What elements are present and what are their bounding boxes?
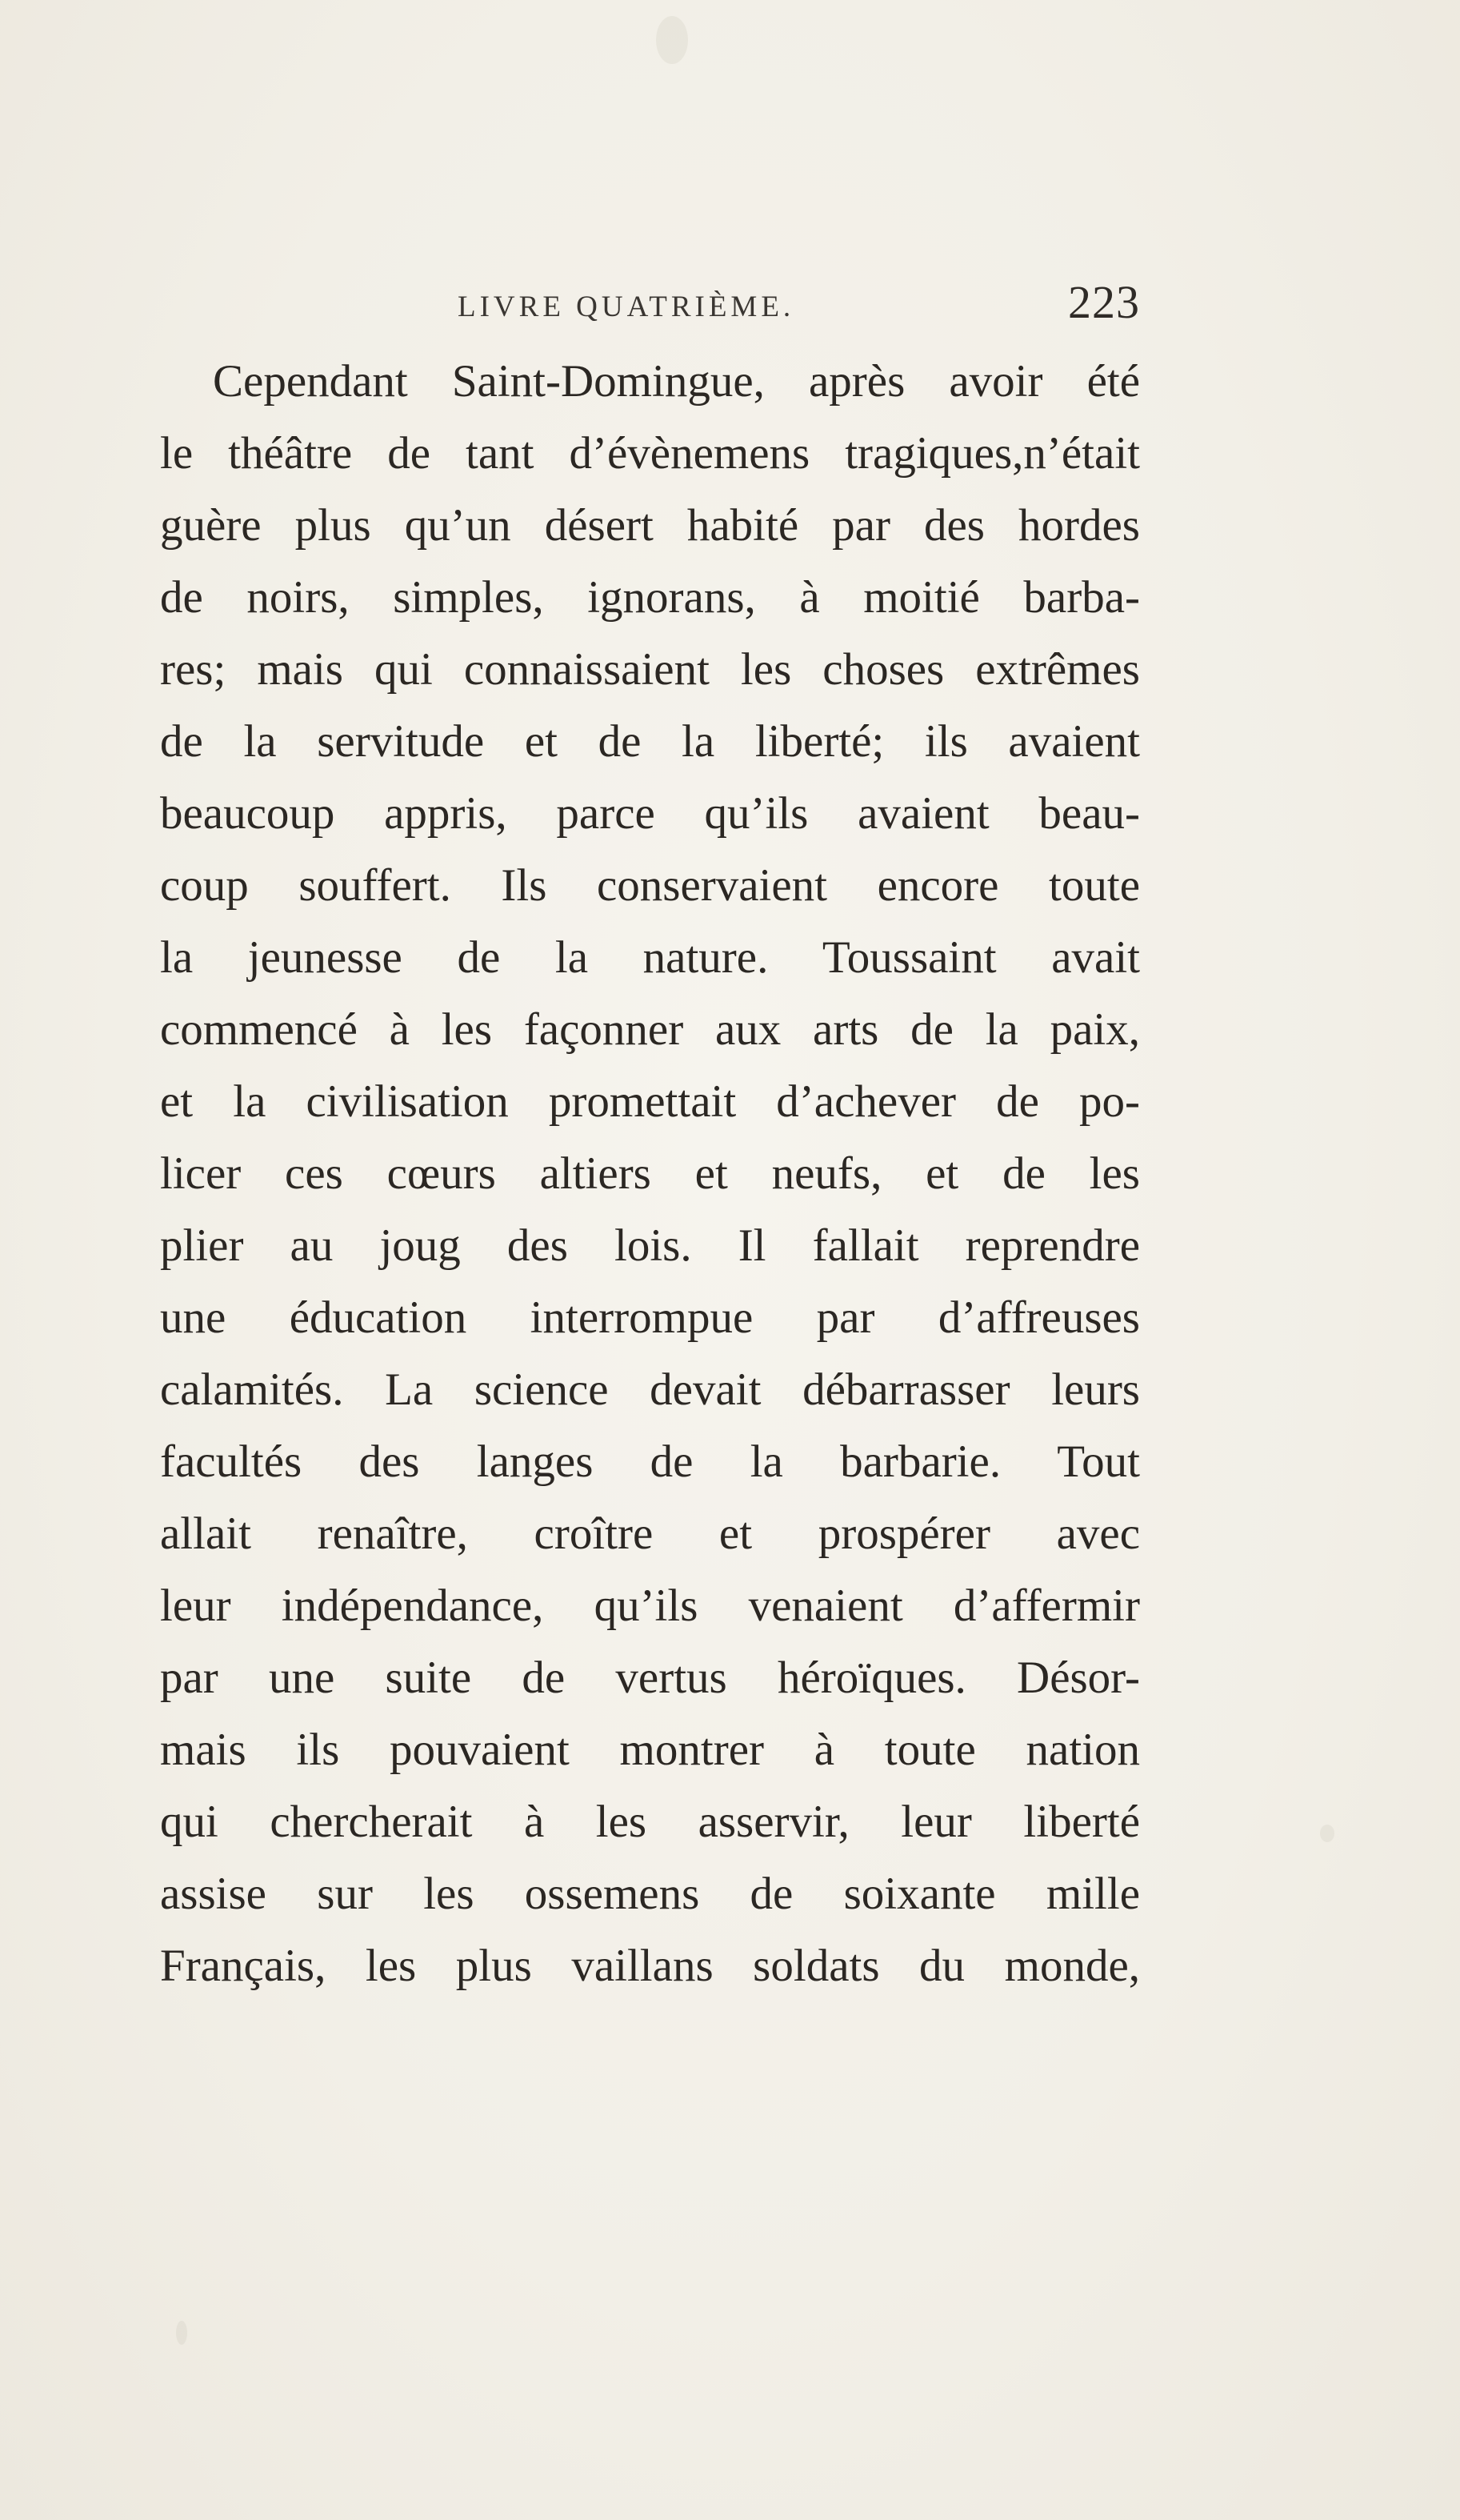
text-line: mais ils pouvaient montrer à toute nation — [160, 1725, 1140, 1775]
text-line: commencé à les façonner aux arts de la paix, — [160, 1004, 1140, 1055]
text-line: res; mais qui connaissaient les choses extrêmes — [160, 644, 1140, 695]
text-line: coup souffert. Ils conservaient encore toute — [160, 860, 1140, 911]
running-title: LIVRE QUATRIÈME. — [458, 290, 795, 323]
paper-stain — [176, 2321, 187, 2345]
text-line: Français, les plus vaillans soldats du monde, — [160, 1941, 1140, 1991]
text-line: plier au joug des lois. Il fallait reprendre — [160, 1220, 1140, 1271]
text-line: facultés des langes de la barbarie. Tout — [160, 1436, 1140, 1487]
text-line: licer ces cœurs altiers et neufs, et de les — [160, 1148, 1140, 1199]
text-line: assise sur les ossemens de soixante mille — [160, 1869, 1140, 1919]
paper-stain — [656, 16, 688, 64]
text-line: calamités. La science devait débarrasser leurs — [160, 1364, 1140, 1415]
text-line: et la civilisation promettait d’achever de po- — [160, 1076, 1140, 1127]
text-line: le théâtre de tant d’évènemens tragiques,n’était — [160, 428, 1140, 479]
text-line: beaucoup appris, parce qu’ils avaient beau- — [160, 788, 1140, 839]
page-number: 223 — [1068, 276, 1140, 328]
text-line: par une suite de vertus héroïques. Désor- — [160, 1653, 1140, 1703]
text-line: qui chercherait à les asservir, leur liberté — [160, 1797, 1140, 1847]
text-line: de noirs, simples, ignorans, à moitié barba- — [160, 572, 1140, 623]
text-line: guère plus qu’un désert habité par des hordes — [160, 500, 1140, 551]
text-line: une éducation interrompue par d’affreuses — [160, 1292, 1140, 1343]
page-header — [160, 272, 1140, 344]
text-line: la jeunesse de la nature. Toussaint avait — [160, 932, 1140, 983]
text-line: allait renaître, croître et prospérer avec — [160, 1508, 1140, 1559]
paper-stain — [1320, 1825, 1334, 1842]
text-line: Cependant Saint-Domingue, après avoir été — [213, 356, 1140, 407]
text-line: de la servitude et de la liberté; ils avaient — [160, 716, 1140, 767]
text-line: leur indépendance, qu’ils venaient d’affermir — [160, 1581, 1140, 1631]
body-text — [160, 346, 1140, 2002]
